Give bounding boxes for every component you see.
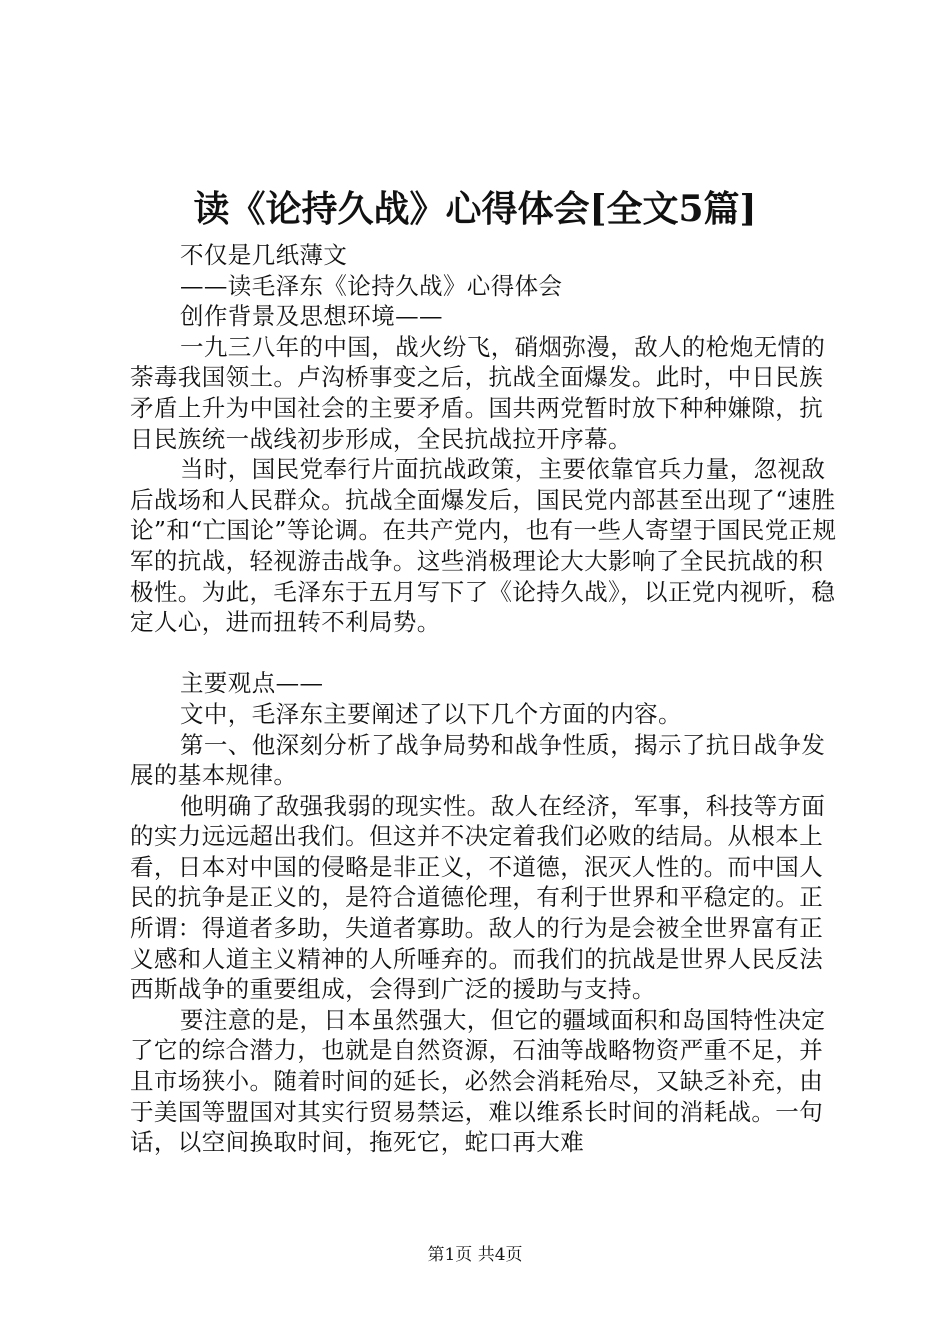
page-footer: 第1页 共4页 xyxy=(427,1245,523,1265)
document-body xyxy=(130,240,842,1158)
paragraph: 要注意的是，日本虽然强大，但它的疆域面积和岛国特性决定了它的综合潜力，也就是自然资源，石油等战略物资严重不足，并且市场狭小。随着时间的延长，必然会消耗殆尽，又缺乏补充，由于美国等盟国对其实行贸易禁运，难以维系长时间的消耗战。一句话，以空间换取时间，拖死它，蛇口再大难 xyxy=(130,1005,826,1157)
paragraph: 一九三八年的中国，战火纷飞，硝烟弥漫，敌人的枪炮无情的荼毒我国领土。卢沟桥事变之后，抗战全面爆发。此时，中日民族矛盾上升为中国社会的主要矛盾。国共两党暂时放下种种嫌隙，抗日民族统一战线初步形成，全民抗战拉开序幕。 xyxy=(130,332,826,453)
paragraph: ——读毛泽东《论持久战》心得体会 xyxy=(180,271,563,300)
section-heading: 主要观点—— xyxy=(180,669,324,698)
document-title: 读《论持久战》心得体会[全文5篇] xyxy=(193,188,757,230)
paragraph: 不仅是几纸薄文 xyxy=(180,241,348,269)
paragraph: 他明确了敌强我弱的现实性。敌人在经济，军事，科技等方面的实力远远超出我们。但这并不决定着我们必败的结局。从根本上看，日本对中国的侵略是非正义，不道德，泯灭人性的。而中国人民的抗争是正义的，是符合道德伦理，有利于世界和平稳定的。正所谓：得道者多助，失道者寡助。敌人的行为是会被全世界富有正义感和人道主义精神的人所唾弃的。而我们的抗战是世界人民反法西斯战争的重要组成，会得到广泛的援助与支持。 xyxy=(130,791,826,1004)
paragraph: 创作背景及思想环境—— xyxy=(180,302,443,331)
paragraph: 当时，国民党奉行片面抗战政策，主要依靠官兵力量，忽视敌后战场和人民群众。抗战全面爆发后，国民党内部甚至出现了“速胜论”和“亡国论”等论调。在共产党内，也有一些人寄望于国民党正规军的抗战，轻视游击战争。这些消极理论大大影响了全民抗战的积极性。为此，毛泽东于五月写下了《论持久战》，以正党内视听，稳定人心，进而扭转不利局势。 xyxy=(130,455,837,637)
paragraph: 文中，毛泽东主要阐述了以下几个方面的内容。 xyxy=(180,699,682,728)
paragraph: 第一、他深刻分析了战争局势和战争性质，揭示了抗日战争发展的基本规律。 xyxy=(130,730,826,790)
